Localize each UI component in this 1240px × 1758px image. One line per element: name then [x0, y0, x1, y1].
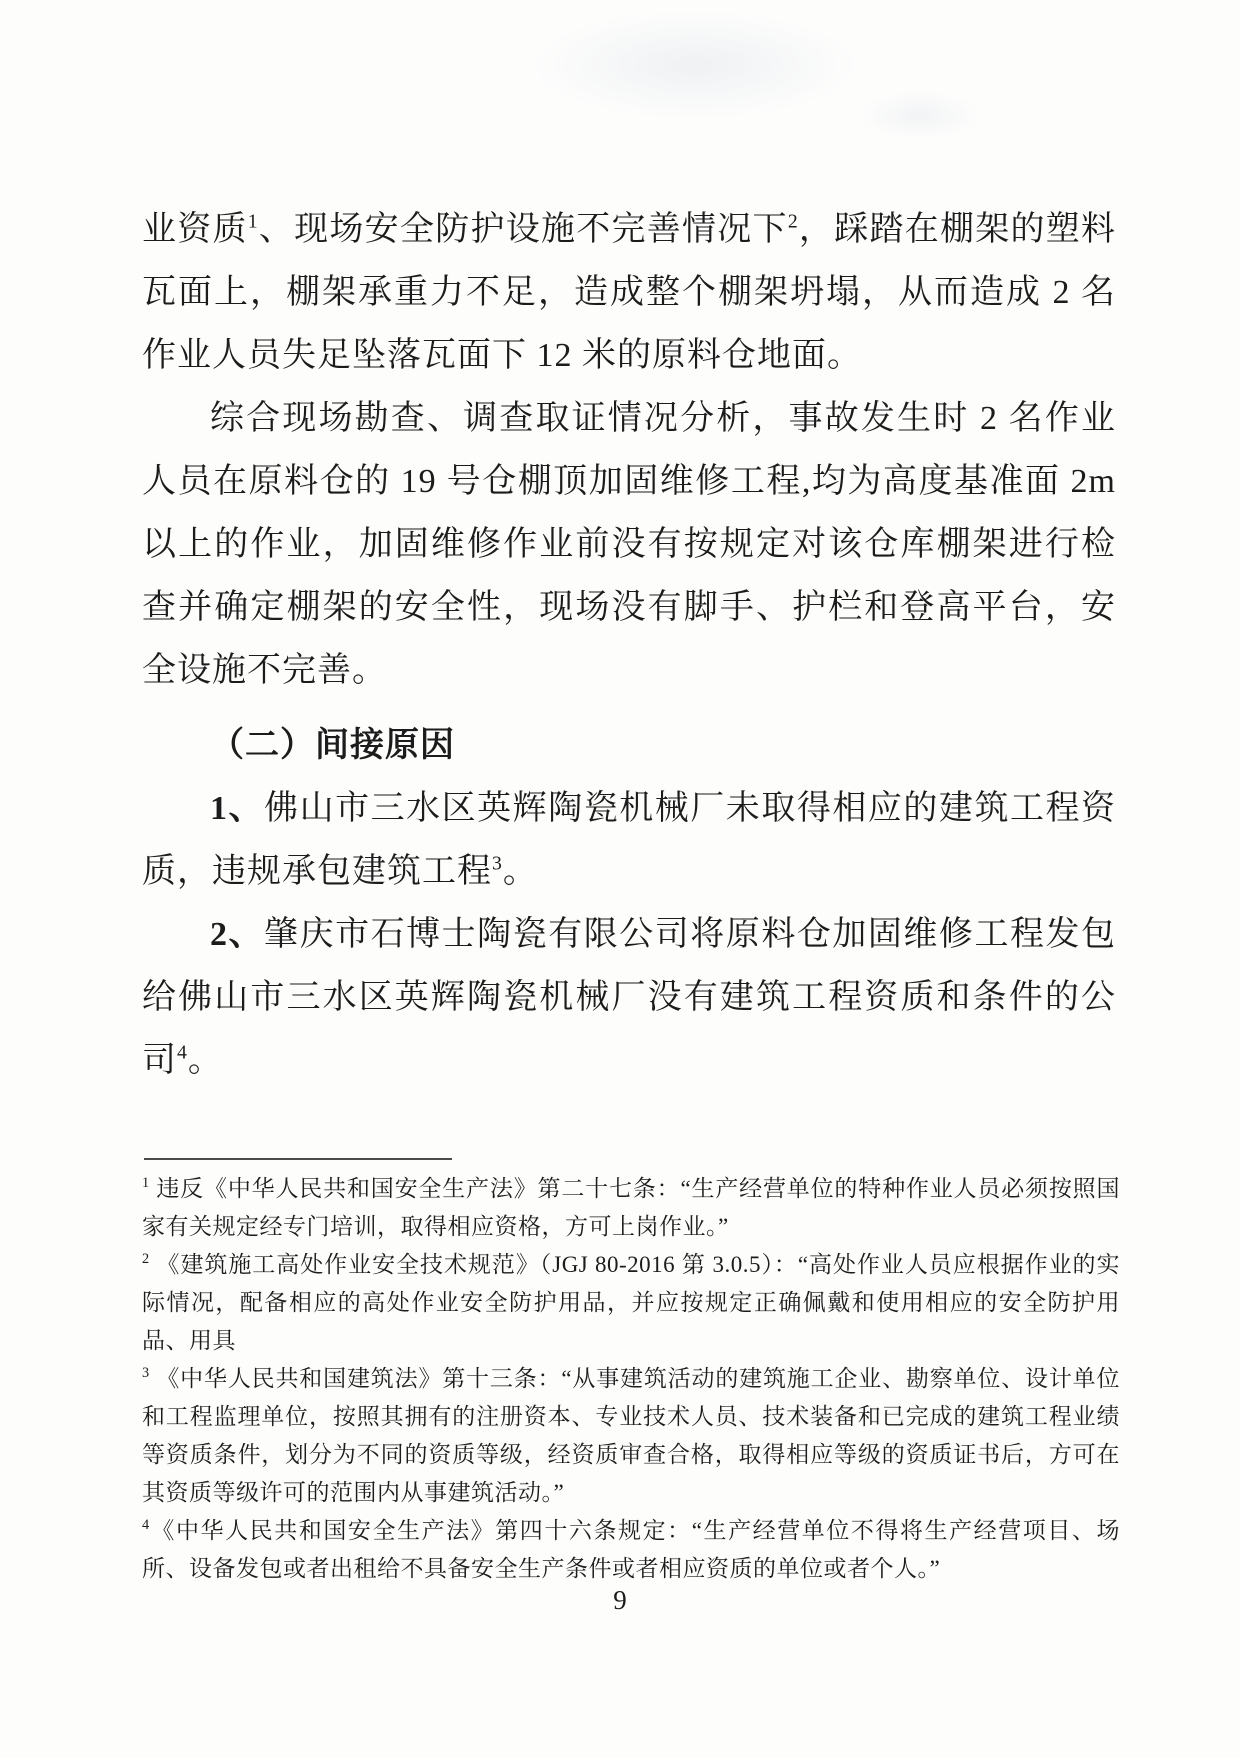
paragraph-text: 业资质: [142, 211, 248, 248]
paragraph-text: 。: [502, 853, 538, 890]
list-number: 1、: [210, 790, 265, 827]
scan-artifact: [530, 10, 860, 120]
footnote-ref-2: 2: [787, 210, 799, 233]
footnote-text: 《中华人民共和国建筑法》第十三条：“从事建筑活动的建筑施工企业、勘察单位、设计单位和工程监理单位，按照其拥有的注册资本、专业技术人员、技术装备和已完成的建筑工程业绩等资质条件，划分为不同的资质等级，经资质审查合格，取得相应等级的资质证书后，方可在其资质等级许可的范围内从事建筑活动。”: [142, 1366, 1120, 1505]
footnotes-section: [142, 1158, 1120, 1588]
footnote-marker: 4: [142, 1517, 150, 1534]
footnote-ref-1: 1: [247, 210, 259, 233]
paragraph-analysis: 综合现场勘查、调查取证情况分析，事故发生时 2 名作业人员在原料仓的 19 号仓棚顶加固维修工程,均为高度基准面 2m 以上的作业，加固维修作业前没有按规定对该仓库棚架进行检查并确定棚架的安全性，现场没有脚手、护栏和登高平台，安全设施不完善。: [142, 400, 1116, 689]
footnote-separator-rule: [144, 1158, 452, 1160]
document-body: [142, 198, 1116, 1092]
footnote-text: 《建筑施工高处作业安全技术规范》（JGJ 80-2016 第 3.0.5）：“高处作业人员应根据作业的实际情况，配备相应的高处作业安全防护用品，并应按规定正确佩戴和使用相应的安全防护用品、用具: [142, 1252, 1120, 1353]
footnote-ref-3: 3: [492, 852, 503, 875]
paragraph-text: 、现场安全防护设施不完善情况下: [258, 211, 788, 248]
paragraph-indirect-cause-1: [142, 777, 1116, 903]
paragraph-indirect-cause-2: [142, 903, 1116, 1092]
list-number: 2、: [210, 916, 265, 953]
footnote-text: 《中华人民共和国安全生产法》第四十六条规定：“生产经营单位不得将生产经营项目、场所、设备发包或者出租给不具备安全生产条件或者相应资质的单位或者个人。”: [142, 1518, 1120, 1581]
paragraph-text: ，踩踏在棚架的塑料瓦面上，棚架承重力不足，造成整个棚架坍塌，从而造成 2 名作业人员失足坠落瓦面下 12 米的原料仓地面。: [142, 211, 1117, 374]
footnote-text: 违反《中华人民共和国安全生产法》第二十七条：“生产经营单位的特种作业人员必须按照国家有关规定经专门培训，取得相应资格，方可上岗作业。”: [142, 1176, 1120, 1239]
paragraph-text: 肇庆市石博士陶瓷有限公司将原料仓加固维修工程发包给佛山市三水区英辉陶瓷机械厂没有建筑工程资质和条件的公司: [142, 916, 1117, 1079]
paragraph-text: 。: [187, 1042, 223, 1079]
footnote-ref-4: 4: [177, 1041, 188, 1064]
footnote-marker: 3: [142, 1365, 150, 1382]
footnote-4: [142, 1512, 1120, 1588]
footnote-2: [142, 1246, 1120, 1360]
page-number: 9: [613, 1585, 627, 1615]
paragraph-direct-cause-continuation: [142, 198, 1116, 387]
footnote-3: [142, 1360, 1120, 1512]
footnote-1: [142, 1170, 1120, 1246]
scan-artifact: [860, 90, 980, 140]
section-heading-indirect-cause: （二）间接原因: [210, 727, 455, 764]
footnote-marker: 1: [142, 1175, 150, 1192]
paragraph-text: 佛山市三水区英辉陶瓷机械厂未取得相应的建筑工程资质，违规承包建筑工程: [142, 790, 1117, 890]
footnote-marker: 2: [142, 1251, 150, 1268]
